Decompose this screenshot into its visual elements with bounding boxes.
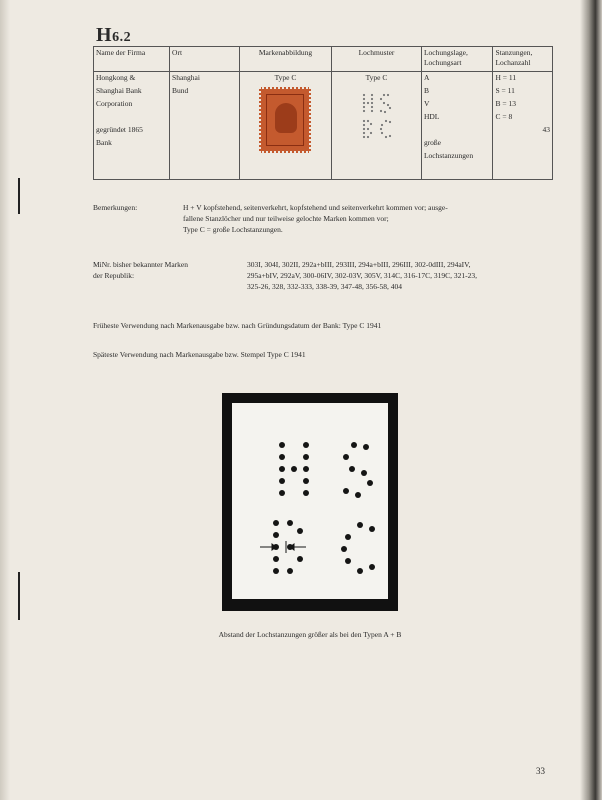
dies-line: H = 11 bbox=[495, 73, 517, 82]
perfin-pattern-cell bbox=[332, 72, 422, 180]
firm-line: Hongkong & bbox=[96, 73, 136, 82]
dies-cell bbox=[493, 72, 553, 180]
known-stamps-line: 303I, 304I, 302II, 292a+bIII, 293III, 294a+bIII, 296III, 302-0dIII, 294aIV, bbox=[247, 260, 471, 269]
position-line: V bbox=[423, 99, 430, 108]
remarks-line: H + V kopfstehend, seitenverkehrt, kopfstehend und seitenverkehrt kommen vor; ausge- bbox=[183, 203, 448, 212]
known-stamps-label bbox=[93, 259, 243, 281]
dies-total: 43 bbox=[542, 125, 550, 134]
known-stamps-label-line: MiNr. bisher bekannter Marken bbox=[93, 260, 188, 269]
enlarged-perfin-holes bbox=[232, 403, 388, 599]
page-code-main: H bbox=[96, 24, 113, 46]
margin-mark bbox=[18, 178, 20, 214]
stamp-image-cell bbox=[239, 72, 331, 180]
firm-line: Bank bbox=[96, 138, 112, 147]
latest-use: Späteste Verwendung nach Markenausgabe bzw. Stempel Type C 1941 bbox=[93, 350, 306, 359]
distance-marker bbox=[260, 541, 306, 553]
firm-line: Shanghai Bank bbox=[96, 86, 142, 95]
firm-line bbox=[96, 112, 167, 125]
firm-line: gegründet 1865 bbox=[96, 125, 143, 134]
header-location: Ort bbox=[170, 47, 240, 72]
dies-line: C = 8 bbox=[495, 112, 513, 121]
known-stamps-line: 325-26, 328, 332-333, 338-39, 347-48, 356-58, 404 bbox=[247, 282, 402, 291]
header-firm: Name der Firma bbox=[94, 47, 170, 72]
position-line: A bbox=[423, 73, 430, 82]
table-header-row bbox=[94, 47, 553, 72]
stamp-type-label: Type C bbox=[274, 73, 297, 82]
perfin-pattern-small bbox=[353, 87, 401, 145]
dies-line: B = 13 bbox=[495, 99, 516, 108]
position-line: B bbox=[423, 86, 429, 95]
dies-line: S = 11 bbox=[495, 86, 515, 95]
stamp-portrait bbox=[275, 103, 297, 133]
page-edge-shadow bbox=[580, 0, 602, 800]
header-position bbox=[421, 47, 493, 72]
page-code-sub: 6.2 bbox=[112, 30, 132, 45]
enlarged-perfin-image bbox=[222, 393, 398, 611]
image-caption: Abstand der Lochstanzungen größer als bei den Typen A + B bbox=[218, 630, 402, 639]
stamp-image bbox=[259, 87, 311, 153]
header-perfin-pattern: Lochmuster bbox=[332, 47, 422, 72]
position-line bbox=[424, 125, 491, 138]
position-line: Lochstanzungen bbox=[423, 151, 474, 160]
position-line: HDL bbox=[423, 112, 440, 121]
firm-cell bbox=[94, 72, 170, 180]
perfin-table bbox=[93, 46, 553, 180]
header-dies bbox=[493, 47, 553, 72]
known-stamps-label-line: der Republik: bbox=[93, 271, 135, 280]
earliest-use: Früheste Verwendung nach Markenausgabe bzw. nach Gründungsdatum der Bank: Type C 1941 bbox=[93, 321, 382, 330]
header-dies-line: Stanzungen, bbox=[495, 48, 533, 57]
header-position-line: Lochungsart bbox=[423, 58, 462, 67]
header-position-line: Lochungslage, bbox=[423, 48, 468, 57]
position-line: große bbox=[423, 138, 442, 147]
remarks-label: Bemerkungen: bbox=[93, 203, 138, 212]
location-line: Bund bbox=[172, 86, 189, 95]
location-line: Shanghai bbox=[172, 73, 200, 82]
header-stamp-image: Markenabbildung bbox=[239, 47, 331, 72]
page-number: 33 bbox=[536, 766, 545, 776]
firm-line: Corporation bbox=[96, 99, 133, 108]
position-cell bbox=[421, 72, 493, 180]
remarks-text bbox=[183, 202, 543, 235]
known-stamps-list bbox=[247, 259, 547, 292]
location-cell bbox=[170, 72, 240, 180]
remarks-line: fallene Stanzlöcher und nur teilweise gelochte Marken kommen vor; bbox=[183, 214, 389, 223]
header-dies-line: Lochanzahl bbox=[495, 58, 531, 67]
known-stamps-line: 295a+bIV, 292aV, 300-06IV, 302-03V, 305V, 314C, 316-17C, 319C, 321-23, bbox=[247, 271, 478, 280]
margin-mark bbox=[18, 572, 20, 620]
page-code bbox=[96, 24, 131, 47]
table-row bbox=[94, 72, 553, 180]
enlarged-perfin-paper bbox=[232, 403, 388, 599]
binding-shadow bbox=[0, 0, 10, 800]
remarks-line: Type C = große Lochstanzungen. bbox=[183, 225, 283, 234]
pattern-type-label: Type C bbox=[365, 73, 388, 82]
